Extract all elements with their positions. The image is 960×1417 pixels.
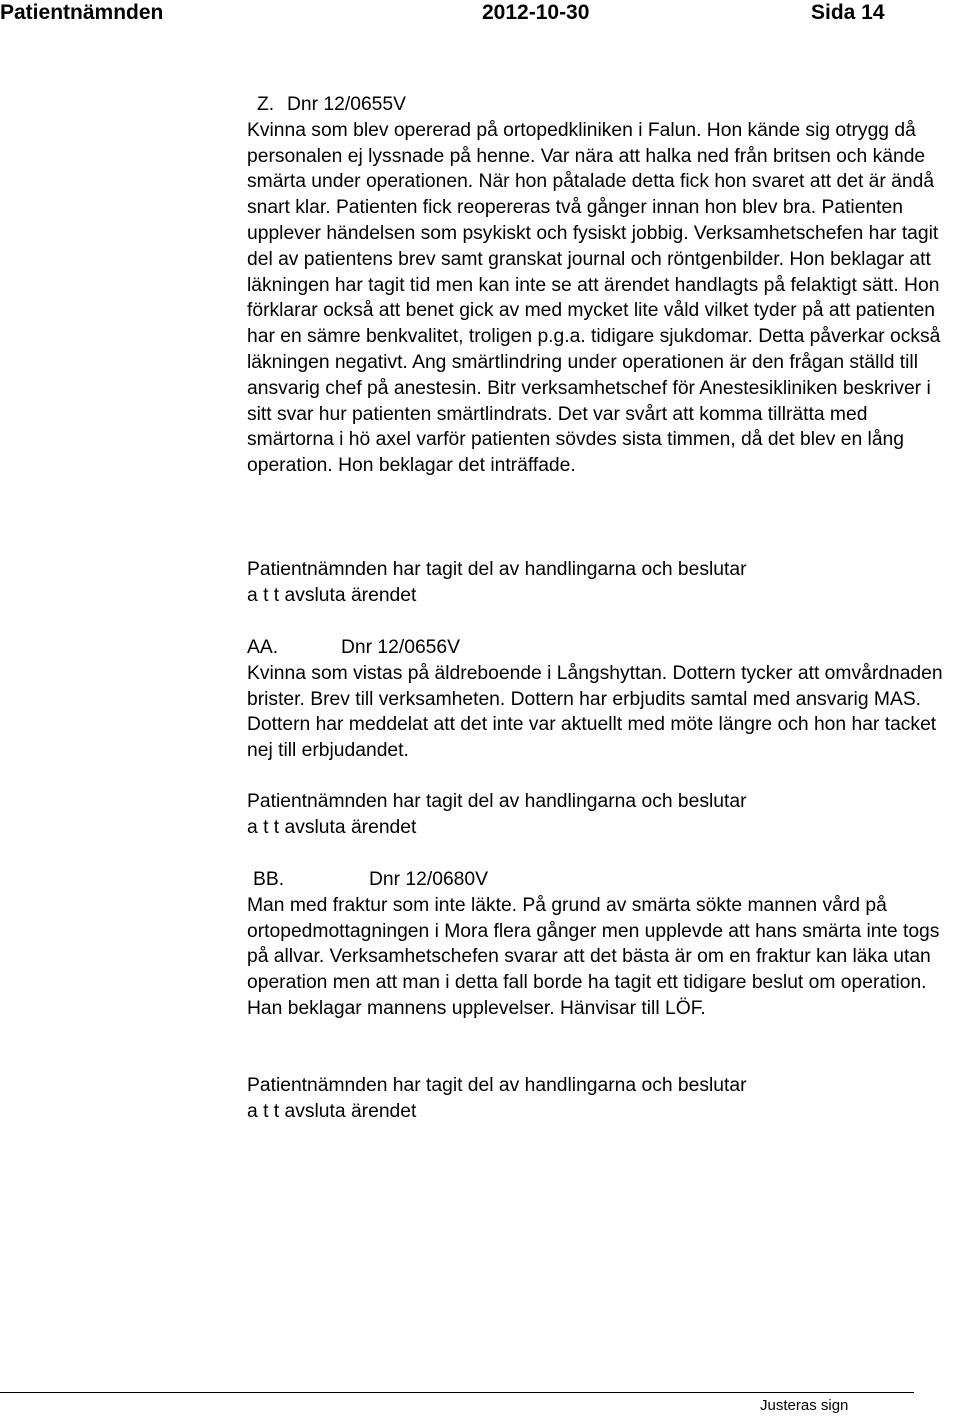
- decision-outcome: a t t avsluta ärendet: [247, 816, 417, 838]
- case-decision: [247, 557, 959, 609]
- decision-outcome: a t t avsluta ärendet: [247, 1100, 417, 1122]
- case-letter: Z.: [257, 94, 275, 115]
- case-decision: [247, 1073, 959, 1125]
- case-heading: [247, 635, 959, 661]
- header-page-number: Sida 14: [811, 1, 885, 24]
- case-dnr: Dnr 12/0680V: [369, 869, 488, 890]
- decision-text: Patientnämnden har tagit del av handlingarna och beslutar: [247, 791, 747, 812]
- decision-text: Patientnämnden har tagit del av handlingarna och beslutar: [247, 1075, 747, 1096]
- signature-label: Justeras sign: [760, 1397, 849, 1414]
- signature-line: [0, 1392, 914, 1393]
- case-dnr: Dnr 12/0656V: [341, 637, 460, 658]
- case-description: Kvinna som blev opererad på ortopedkliniken i Falun. Hon kände sig otrygg då personalen ej lyssnade på henne. Var nära att halka ned från britsen och kände smärta under operationen. När hon påtalade detta fick hon svaret att det är ändå snart klar. Patienten fick reopereras två gånger innan hon blev bra. Patienten upplever händelsen som psykiskt och fysiskt jobbig. Verksamhetschefen har tagit del av patientens brev samt granskat journal och röntgenbilder. Hon beklagar att läkningen har tagit tid men kan inte se att ärendet handlagts på felaktigt sätt. Hon förklarar också att benet gick av med mycket lite våld vilket tyder på att patienten har en sämre benkvalitet, troligen p.g.a. tidigare sjukdomar. Detta påverkar också läkningen negativt. Ang smärtlindring under operationen är den frågan ställd till ansvarig chef på anestesin. Bitr verksamhetschef för Anestesikliniken beskriver i sitt svar hur patienten smärtlindrats. Det var svårt att komma tillrätta med smärtorna i hö axel varför patienten sövdes sista timmen, då det blev en lång operation. Hon beklagar det inträffade.: [247, 119, 941, 477]
- case-z: [247, 92, 959, 479]
- case-heading: [247, 92, 959, 118]
- decision-text: Patientnämnden har tagit del av handlingarna och beslutar: [247, 559, 747, 580]
- case-letter: AA.: [247, 637, 279, 658]
- decision-outcome: a t t avsluta ärendet: [247, 584, 417, 606]
- page-header: [0, 0, 960, 30]
- case-description: Man med fraktur som inte läkte. På grund av smärta sökte mannen vård på ortopedmottagningen i Mora flera gånger men upplevde att hans smärta inte togs på allvar. Verksamhetschefen svarar att det bästa är om en fraktur kan läka utan operation men att man i detta fall borde ha tagit ett tidigare beslut om operation. Han beklagar mannens upplevelser. Hänvisar till LÖF.: [247, 894, 940, 1019]
- case-bb: [247, 867, 959, 1022]
- case-letter: BB.: [253, 869, 285, 890]
- case-aa: [247, 635, 959, 764]
- header-date: 2012-10-30: [482, 1, 590, 24]
- case-heading: [247, 867, 959, 893]
- case-dnr: Dnr 12/0655V: [287, 94, 406, 115]
- case-description: Kvinna som vistas på äldreboende i Långshyttan. Dottern tycker att omvårdnaden brister. Brev till verksamheten. Dottern har erbjudits samtal med ansvarig MAS. Dottern har meddelat att det inte var aktuellt med möte längre och hon har tacket nej till erbjudandet.: [247, 662, 943, 762]
- header-organization: Patientnämnden: [0, 1, 164, 24]
- case-decision: [247, 789, 959, 841]
